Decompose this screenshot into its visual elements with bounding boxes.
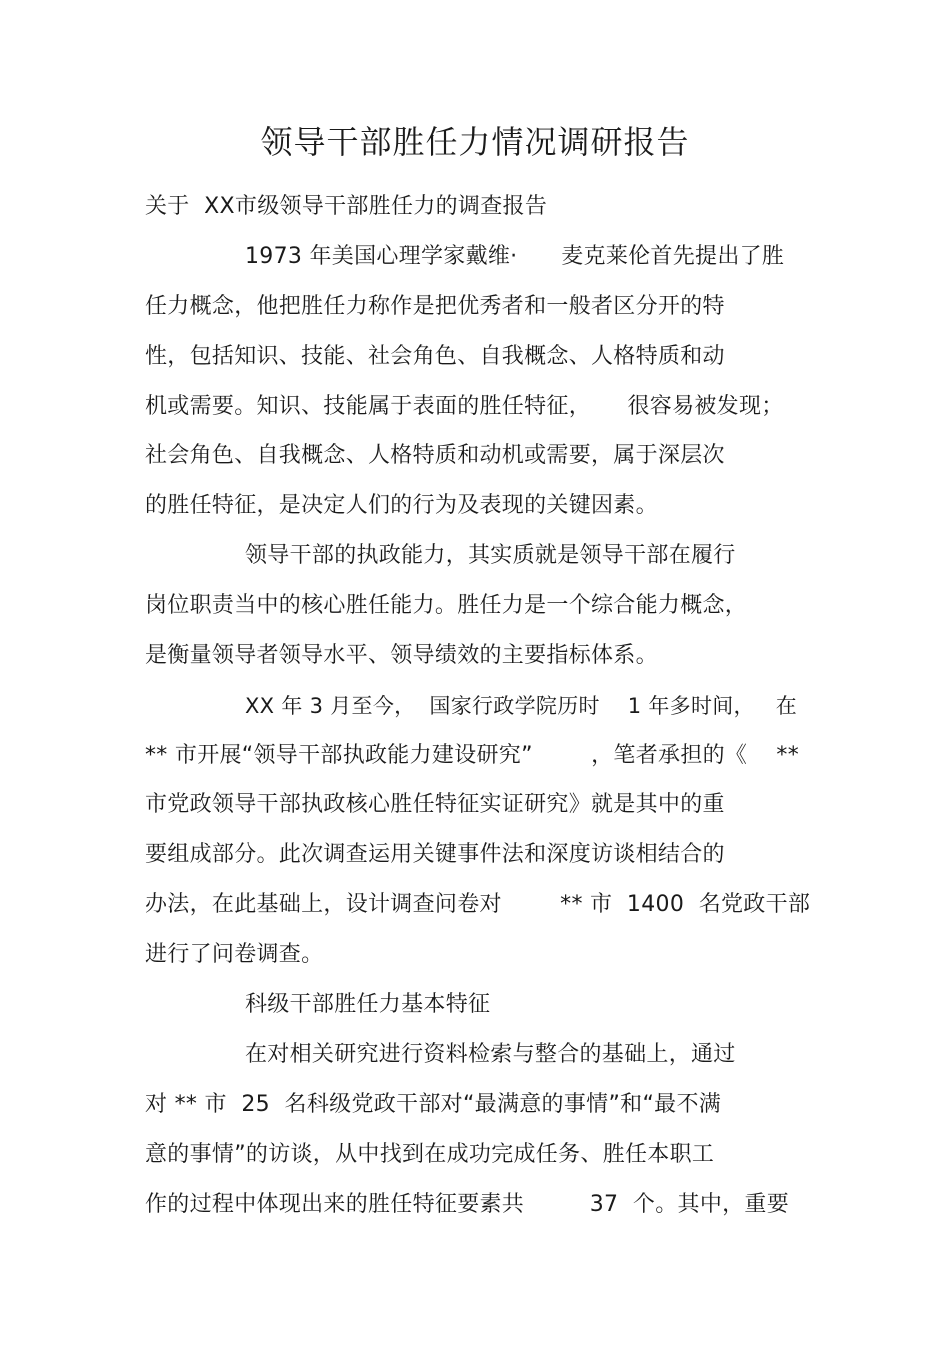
paragraph-line: 要组成部分。此次调查运用关键事件法和深度访谈相结合的 [145, 842, 725, 867]
paragraph-line: 作的过程中体现出来的胜任特征要素共 37 个。其中，重要 [145, 1192, 790, 1217]
paragraph-line: 进行了问卷调查。 [145, 942, 324, 967]
paragraph-line: 市党政领导干部执政核心胜任特征实证研究》就是其中的重 [145, 792, 725, 817]
paragraph-line: 1973 年美国心理学家戴维· 麦克莱伦首先提出了胜 [245, 244, 785, 269]
paragraph-line: 的胜任特征，是决定人们的行为及表现的关键因素。 [145, 493, 658, 518]
paragraph-line: 办法，在此基础上，设计调查问卷对 ** 市 1400 名党政干部 [145, 892, 811, 917]
paragraph-line: ** 市开展“领导干部执政能力建设研究” ，笔者承担的《 ** [145, 743, 800, 768]
paragraph-line: XX 年 3 月至今， 国家行政学院历时 1 年多时间， 在 [245, 694, 798, 718]
section-heading: 科级干部胜任力基本特征 [245, 992, 491, 1017]
paragraph-line: 机或需要。知识、技能属于表面的胜任特征， 很容易被发现； [145, 394, 784, 419]
paragraph-line: 对 ** 市 25 名科级党政干部对“最满意的事情”和“最不满 [145, 1092, 722, 1117]
document-title: 领导干部胜任力情况调研报告 [260, 123, 690, 161]
subtitle-line: 关于 XX市级领导干部胜任力的调查报告 [145, 194, 548, 219]
paragraph-line: 岗位职责当中的核心胜任能力。胜任力是一个综合能力概念， [145, 593, 748, 618]
paragraph-line: 领导干部的执政能力，其实质就是领导干部在履行 [245, 543, 736, 568]
paragraph-line: 意的事情”的访谈，从中找到在成功完成任务、胜任本职工 [145, 1142, 715, 1167]
paragraph-line: 性，包括知识、技能、社会角色、自我概念、人格特质和动 [145, 344, 725, 369]
paragraph-line: 在对相关研究进行资料检索与整合的基础上，通过 [245, 1042, 736, 1067]
paragraph-line: 社会角色、自我概念、人格特质和动机或需要，属于深层次 [145, 443, 725, 468]
paragraph-line: 是衡量领导者领导水平、领导绩效的主要指标体系。 [145, 643, 658, 668]
paragraph-line: 任力概念，他把胜任力称作是把优秀者和一般者区分开的特 [145, 294, 725, 319]
